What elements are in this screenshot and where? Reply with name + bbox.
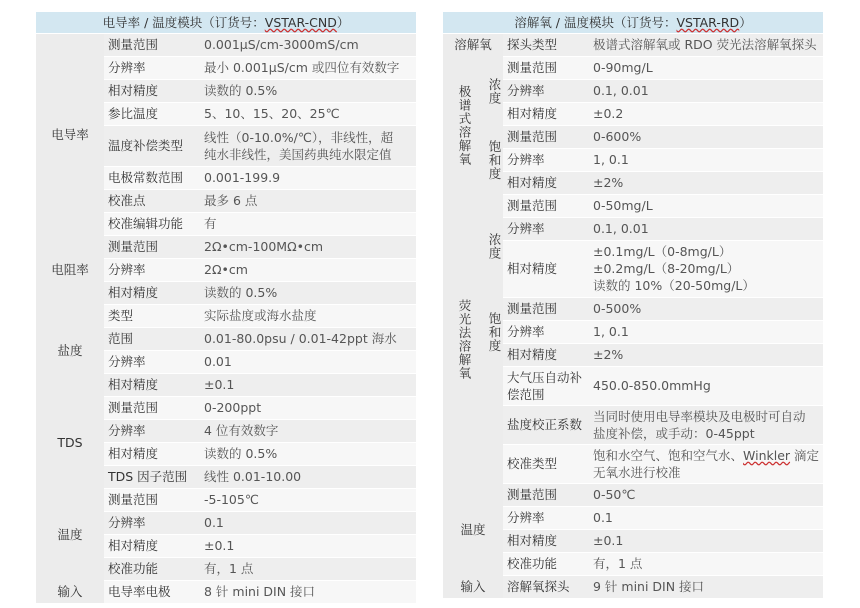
row-label: 分辨率 [503,80,589,103]
category-conductivity: 电导率 [36,34,104,236]
row-value: 0-500% [589,298,823,321]
row-label: 参比温度 [104,103,200,126]
row-label: 测量范围 [503,126,589,149]
table-title [36,12,416,34]
row-value: 读数的 0.5% [200,80,416,103]
row-label: 相对精度 [104,282,200,305]
row-value: 8 针 mini DIN 接口 [200,581,416,604]
row-value: 读数的 0.5% [200,282,416,305]
row-value: ±0.1 [200,374,416,397]
row-label: 分辨率 [104,351,200,374]
category-input: 输入 [443,576,503,599]
category-resistivity: 电阻率 [36,236,104,305]
row-value: 0.01-80.0psu / 0.01-42ppt 海水 [200,328,416,351]
row-value: 2Ω•cm-100MΩ•cm [200,236,416,259]
row-label: 分辨率 [104,259,200,282]
row-label: 校准类型 [503,445,589,484]
row-label: 相对精度 [503,530,589,553]
row-label: 分辨率 [104,420,200,443]
dissolved-oxygen-temperature-table [443,12,823,598]
row-value: 0.001μS/cm-3000mS/cm [200,34,416,57]
row-value: 4 位有效数字 [200,420,416,443]
sub-concentration: 浓度 [485,195,503,298]
row-value: 饱和水空气、饱和空气水、Winkler 滴定 无氧水进行校准 [589,445,823,484]
row-label: 测量范围 [503,195,589,218]
sub-blank [485,367,503,484]
row-label: 测量范围 [104,489,200,512]
row-label: 测量范围 [503,298,589,321]
title-suffix: ） [739,14,752,30]
row-label: TDS 因子范围 [104,466,200,489]
row-value: 0.01 [200,351,416,374]
row-value: 0-50mg/L [589,195,823,218]
row-value: 线性 0.01-10.00 [200,466,416,489]
row-value: 0-600% [589,126,823,149]
category-polarographic-do: 极谱式溶解氧 [443,57,485,195]
row-value: 0-200ppt [200,397,416,420]
row-value: ±0.2 [589,103,823,126]
row-value: 有 [200,213,416,236]
row-value: 线性（0-10.0%/℃），非线性，超 纯水非线性，美国药典纯水限定值 [200,126,416,167]
row-value: 2Ω•cm [200,259,416,282]
row-label: 校准编辑功能 [104,213,200,236]
row-label: 分辨率 [503,149,589,172]
row-label: 范围 [104,328,200,351]
row-value: 1, 0.1 [589,149,823,172]
row-value: 450.0-850.0mmHg [589,367,823,406]
row-value: 0-90mg/L [589,57,823,80]
row-value: 当同时使用电导率模块及电极时可自动 盐度补偿，或手动：0-45ppt [589,406,823,445]
category-input: 输入 [36,581,104,604]
title-suffix: ） [336,14,350,30]
row-label: 相对精度 [503,241,589,298]
row-label: 电极常数范围 [104,167,200,190]
category-dissolved-oxygen: 溶解氧 [443,34,503,57]
row-value: ±0.1mg/L（0-8mg/L） ±0.2mg/L（8-20mg/L） 读数的 10%（20-50mg/L） [589,241,823,298]
title-prefix: 电导率 / 温度模块（订货号： [102,14,265,30]
row-value: 最小 0.001μS/cm 或四位有效数字 [200,57,416,80]
row-value: 读数的 0.5% [200,443,416,466]
row-value: 5、10、15、20、25℃ [200,103,416,126]
order-code: VSTAR-RD [676,14,740,30]
row-label: 分辨率 [104,57,200,80]
row-value: 0-50℃ [589,484,823,507]
row-label: 探头类型 [503,34,589,57]
category-temperature: 温度 [443,484,503,576]
category-salinity: 盐度 [36,305,104,397]
row-value: 1, 0.1 [589,321,823,344]
sub-saturation: 饱和度 [485,126,503,195]
sub-concentration: 浓度 [485,57,503,126]
row-label: 相对精度 [104,374,200,397]
row-label: 相对精度 [503,344,589,367]
row-value: 0.1 [200,512,416,535]
row-label: 相对精度 [104,443,200,466]
row-label: 相对精度 [503,103,589,126]
row-label: 测量范围 [503,484,589,507]
row-value: 有，1 点 [200,558,416,581]
row-value: 极谱式溶解氧或 RDO 荧光法溶解氧探头 [589,34,823,57]
category-fluorescence-do: 荧光法溶解氧 [443,195,485,484]
row-label: 大气压自动补 偿范围 [503,367,589,406]
row-label: 测量范围 [104,236,200,259]
category-temperature: 温度 [36,489,104,581]
row-label: 校准功能 [104,558,200,581]
row-value: 最多 6 点 [200,190,416,213]
row-label: 电导率电极 [104,581,200,604]
title-prefix: 溶解氧 / 温度模块（订货号： [514,14,677,30]
row-label: 相对精度 [503,172,589,195]
row-value: 0.001-199.9 [200,167,416,190]
row-value: ±0.1 [200,535,416,558]
category-tds: TDS [36,397,104,489]
row-label: 盐度校正系数 [503,406,589,445]
sub-saturation: 饱和度 [485,298,503,367]
row-value: 有，1 点 [589,553,823,576]
conductivity-temperature-table [36,12,416,603]
row-value: ±2% [589,172,823,195]
row-label: 分辨率 [503,218,589,241]
row-label: 温度补偿类型 [104,126,200,167]
row-label: 校准功能 [503,553,589,576]
row-value: -5-105℃ [200,489,416,512]
row-value: 0.1 [589,507,823,530]
row-label: 测量范围 [104,34,200,57]
row-value: 9 针 mini DIN 接口 [589,576,823,599]
table-title [443,12,823,34]
row-value: ±2% [589,344,823,367]
row-label: 相对精度 [104,535,200,558]
row-label: 溶解氧探头 [503,576,589,599]
row-value: ±0.1 [589,530,823,553]
row-value: 0.1, 0.01 [589,80,823,103]
row-label: 测量范围 [503,57,589,80]
row-label: 校准点 [104,190,200,213]
row-label: 分辨率 [503,507,589,530]
row-value: 实际盐度或海水盐度 [200,305,416,328]
row-label: 类型 [104,305,200,328]
order-code: VSTAR-CND [264,14,337,30]
row-value: 0.1, 0.01 [589,218,823,241]
row-label: 分辨率 [104,512,200,535]
row-label: 测量范围 [104,397,200,420]
row-label: 相对精度 [104,80,200,103]
row-label: 分辨率 [503,321,589,344]
